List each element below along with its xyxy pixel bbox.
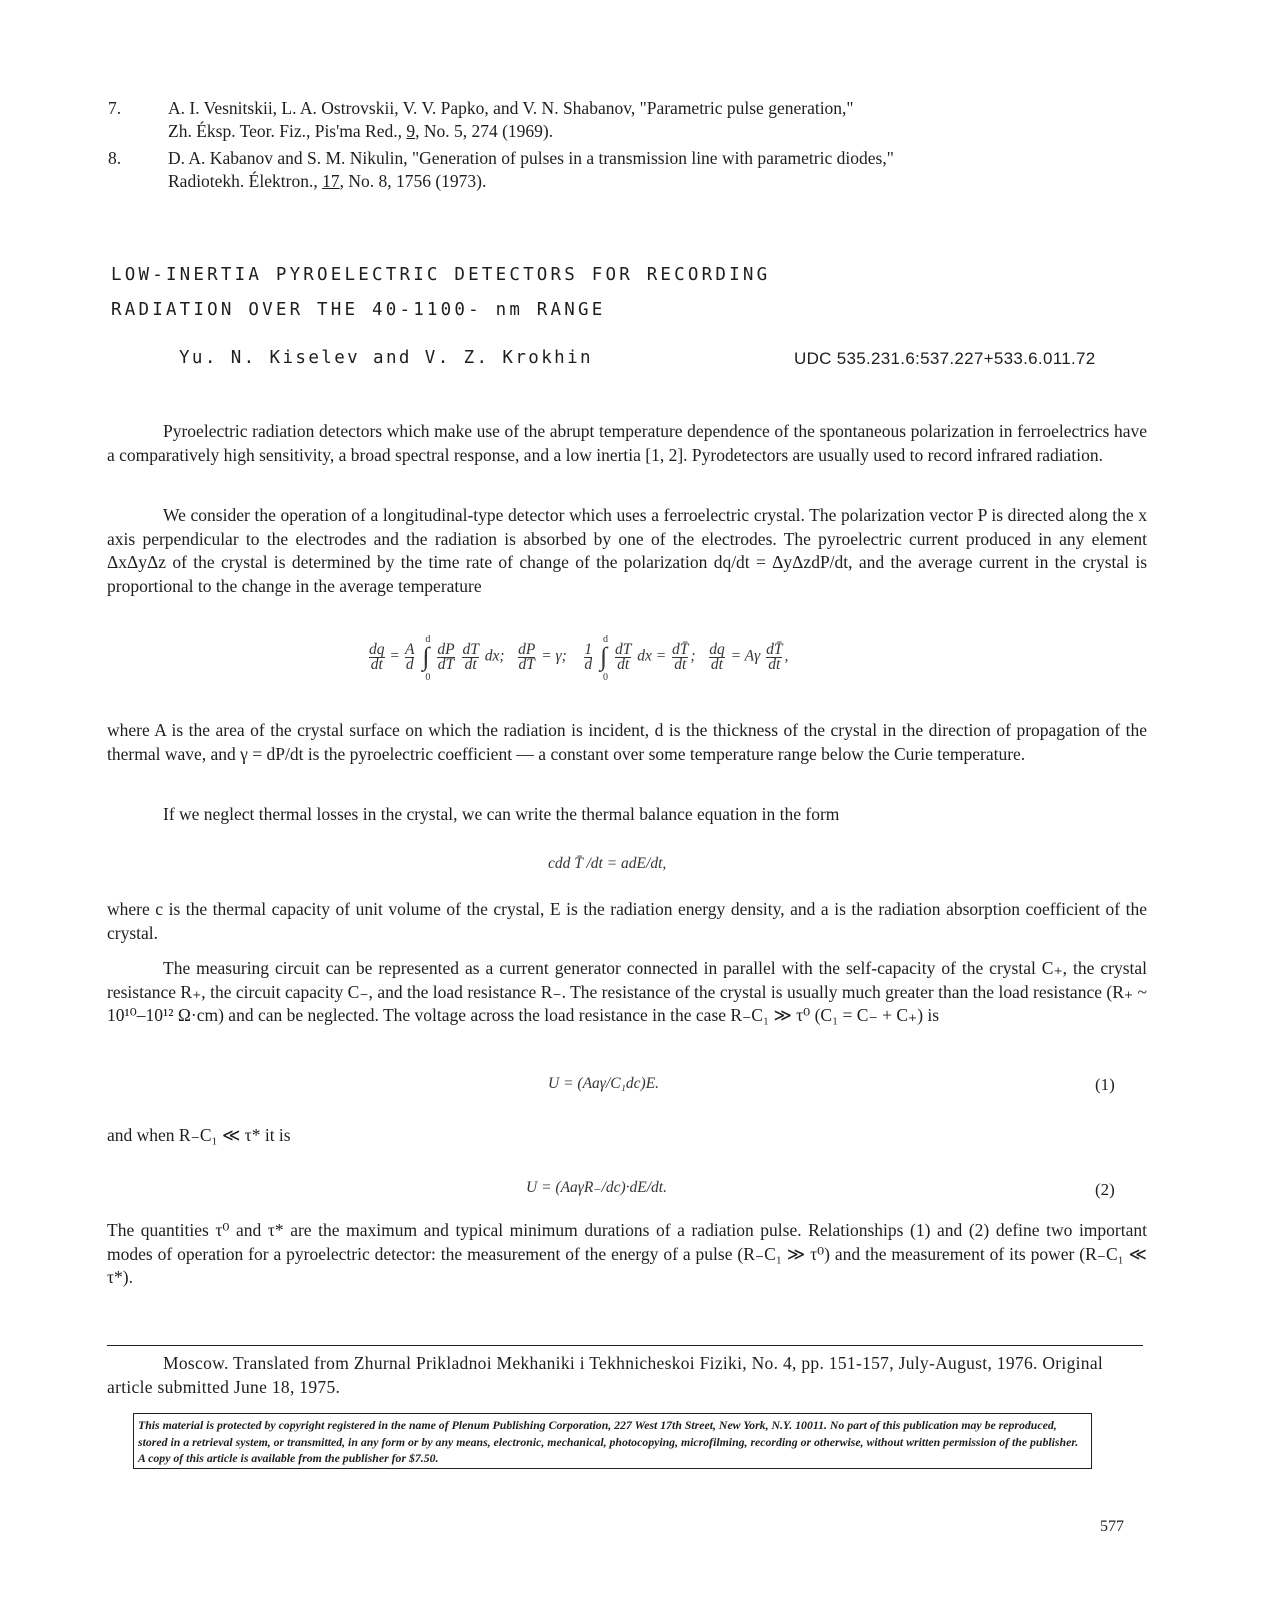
thermal-balance-equation: cdd T̄ /dt = adE/dt, (548, 855, 667, 872)
reference-line: D. A. Kabanov and S. M. Nikulin, "Generation of pulses in a transmission line with parametric diodes," (168, 148, 894, 168)
article-title-line2: RADIATION OVER THE 40-1100- nm RANGE (111, 300, 606, 320)
reference-number: 7. (108, 98, 122, 118)
integral-sign: ∫ d 0 (422, 634, 431, 683)
fraction: $\frac{dP}{dT}$ (518, 640, 536, 673)
page-number: 577 (1100, 1518, 1124, 1535)
equation-1-number: (1) (1095, 1075, 1115, 1094)
equation-2: U = (AaγR₋/dc)·dE/dt. (526, 1179, 667, 1196)
fraction: $\frac{dP}{dT}$ (437, 640, 455, 673)
fraction: $\frac{dq}{dt}$ (709, 640, 725, 673)
reference-line: Radiotekh. Élektron., 17, No. 8, 1756 (1973). (168, 171, 487, 191)
integral-sign: ∫ d 0 (599, 634, 608, 683)
current-formula: $\frac{dq}{dt}$ = $\frac{A}{d}$ ∫ d 0 $\frac{dP}{dT}$ $\frac{dT}{dt}$ dx; $\frac{dP}{dT}$ = γ; $\frac{1}{d}$ ∫ d 0 $\frac{dT}{dt}$ dx = $\frac{dT̄}{dt}$ ; $\frac{dq}{dt}$ = Aγ $\frac{dT̄}{dt}$ , (369, 634, 789, 683)
paragraph-detector: We consider the operation of a longitudinal-type detector which uses a ferroelectric crystal. The polarization vector P is directed along the x axis perpendicular to the electrodes and the radiation is absorbed by one of the electrodes. The pyroelectric current produced in any element ΔxΔyΔz of the crystal is determined by the time rate of change of the polarization dq/dt = ΔyΔzdP/dt, and the average current in the crystal is proportional to the change in the average temperature (107, 505, 1147, 596)
reference-7 (108, 97, 1148, 143)
footnote-divider (107, 1345, 1143, 1346)
fraction: $\frac{A}{d}$ (405, 640, 415, 673)
paragraph-intro: Pyroelectric radiation detectors which make use of the abrupt temperature dependence of the spontaneous polarization in ferroelectrics have a comparatively high sensitivity, a broad spectral response, and a low inertia [1, 2]. Pyrodetectors are usually used to record infrared radiation. (107, 421, 1147, 465)
fraction: $\frac{dT}{dt}$ (614, 640, 632, 673)
article-authors: Yu. N. Kiselev and V. Z. Krokhin (179, 348, 593, 368)
fraction: $\frac{dT̄}{dt}$ (766, 640, 783, 673)
equation-2-number: (2) (1095, 1180, 1115, 1199)
paragraph-thermal: If we neglect thermal losses in the crystal, we can write the thermal balance equation in the form (163, 804, 840, 824)
paragraph-condition: and when R₋C₁ ≪ τ* it is (107, 1125, 291, 1145)
paragraph-definitions: where A is the area of the crystal surface on which the radiation is incident, d is the thickness of the crystal in the direction of propagation of the thermal wave, and γ = dP/dt is the pyroelectric coefficient — a constant over some temperature range below the Curie temperature. (107, 720, 1147, 764)
fraction: $\frac{1}{d}$ (584, 640, 593, 673)
paragraph-capacity: where c is the thermal capacity of unit volume of the crystal, E is the radiation energy density, and a is the radiation absorption coefficient of the crystal. (107, 899, 1147, 943)
fraction: $\frac{dT̄}{dt}$ (672, 640, 689, 673)
fraction: $\frac{dT}{dt}$ (462, 640, 479, 673)
reference-line: A. I. Vesnitskii, L. A. Ostrovskii, V. V. Papko, and V. N. Shabanov, "Parametric pulse generation," (168, 98, 854, 118)
reference-line: Zh. Éksp. Teor. Fiz., Pis'ma Red., 9, No. 5, 274 (1969). (168, 121, 554, 141)
volume-number: 17 (322, 171, 340, 191)
reference-8 (108, 147, 1148, 193)
copyright-notice: This material is protected by copyright registered in the name of Plenum Publishing Corporation, 227 West 17th Street, New York, N.Y. 10011. No part of this publication may be reproduced, stored in a retrieval system, or transmitted, in any form or by any means, electronic, mechanical, photocopying, microfilming, recording or otherwise, without written permission of the publisher. A copy of this article is available from the publisher for $7.50. (133, 1413, 1092, 1469)
udc-code: UDC 535.231.6:537.227+533.6.011.72 (794, 349, 1096, 368)
article-title-line1: LOW-INERTIA PYROELECTRIC DETECTORS FOR RECORDING (111, 265, 771, 285)
fraction: $\frac{dq}{dt}$ (369, 640, 385, 673)
volume-number: 9 (406, 121, 416, 141)
reference-number: 8. (108, 148, 122, 168)
translation-footnote: Moscow. Translated from Zhurnal Prikladnoi Mekhaniki i Tekhnicheskoi Fiziki, No. 4, pp. 151-157, July-August, 1976. Original article submitted June 18, 1975. (107, 1353, 1104, 1397)
paragraph-modes: The quantities τ⁰ and τ* are the maximum and typical minimum durations of a radiation pulse. Relationships (1) and (2) define two important modes of operation for a pyroelectric detector: the measurement of the energy of a pulse (R₋C₁ ≫ τ⁰) and the measurement of its power (R₋C₁ ≪ τ*). (107, 1220, 1147, 1287)
paragraph-circuit: The measuring circuit can be represented as a current generator connected in parallel with the self-capacity of the crystal C₊, the crystal resistance R₊, the circuit capacity C₋, and the load resistance R₋. The resistance of the crystal is usually much greater than the load resistance (R₊ ~ 10¹⁰–10¹² Ω·cm) and can be neglected. The voltage across the load resistance in the case R₋C₁ ≫ τ⁰ (C₁ = C₋ + C₊) is (107, 958, 1147, 1025)
equation-1: U = (Aaγ/C₁dc)E. (548, 1075, 660, 1092)
